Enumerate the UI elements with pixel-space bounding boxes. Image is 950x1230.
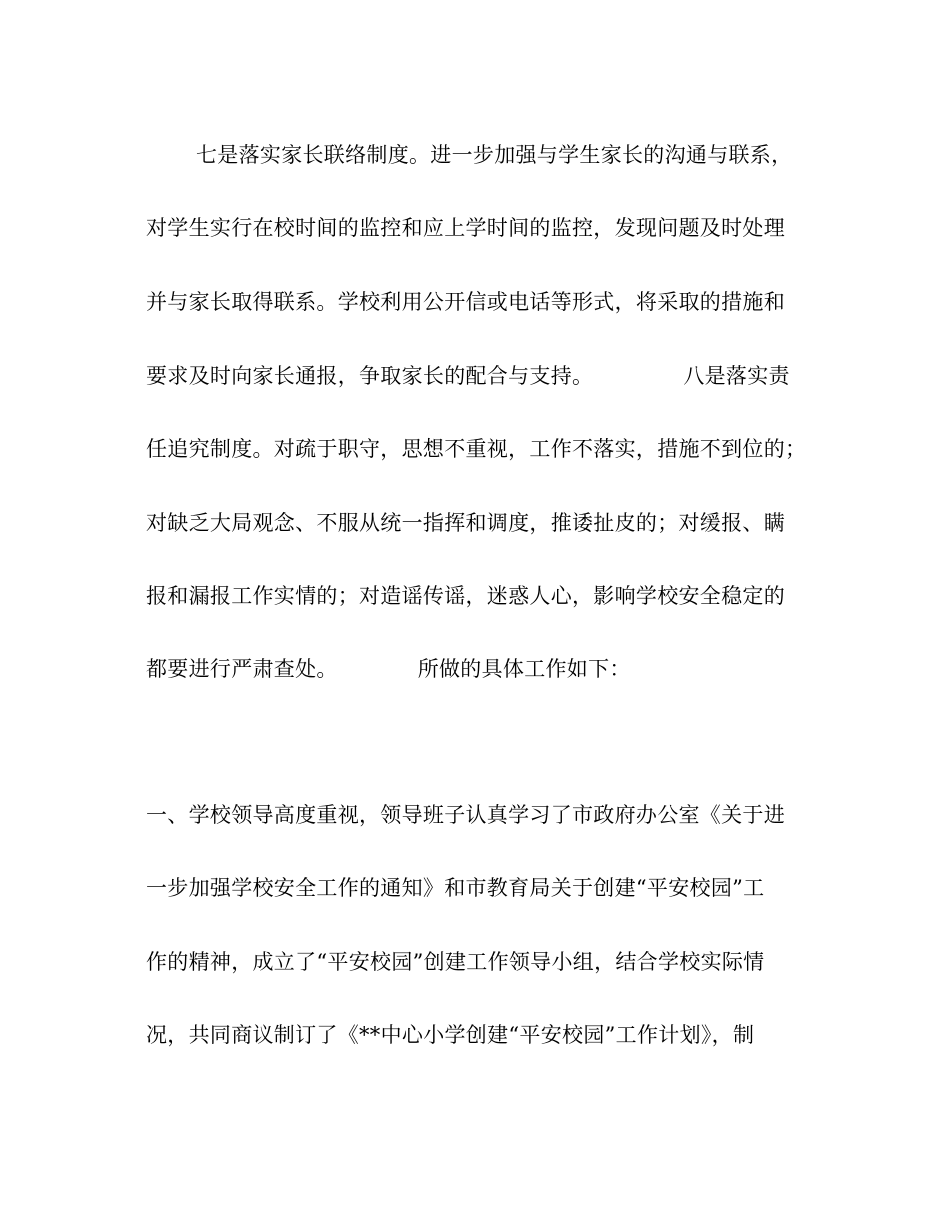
- text-line: 一、学校领导高度重视，领导班子认真学习了市政府办公室《关于进: [146, 803, 785, 827]
- text-line: 并与家长取得联系。学校利用公开信或电话等形式，将采取的措施和: [146, 290, 785, 314]
- text-line: [146, 361, 826, 391]
- text-line: 一步加强学校安全工作的通知》和市教育局关于创建“平安校园”工: [146, 876, 765, 900]
- text-line: 况，共同商议制订了《**中心小学创建“平安校园”工作计划》，制: [146, 1023, 755, 1047]
- text-line: 作的精神，成立了“平安校园”创建工作领导小组，结合学校实际情: [146, 950, 765, 974]
- text-segment: 所做的具体工作如下：: [417, 657, 631, 681]
- text-line: 对缺乏大局观念、不服从统一指挥和调度，推诿扯皮的；对缓报、瞒: [146, 511, 785, 535]
- text-segment: 都要进行严肃查处。: [146, 657, 338, 681]
- text-line: 七是落实家长联络制度。进一步加强与学生家长的沟通与联系，: [196, 143, 793, 167]
- text-line: [146, 654, 826, 684]
- text-segment: 要求及时向家长通报，争取家长的配合与支持。: [146, 364, 594, 388]
- text-line: 对学生实行在校时间的监控和应上学时间的监控，发现问题及时处理: [146, 216, 785, 240]
- text-line: 任追究制度。对疏于职守，思想不重视，工作不落实，措施不到位的；: [146, 437, 807, 461]
- text-segment: 八是落实责: [683, 364, 790, 388]
- text-line: 报和漏报工作实情的；对造谣传谣，迷惑人心，影响学校安全稳定的: [146, 584, 785, 608]
